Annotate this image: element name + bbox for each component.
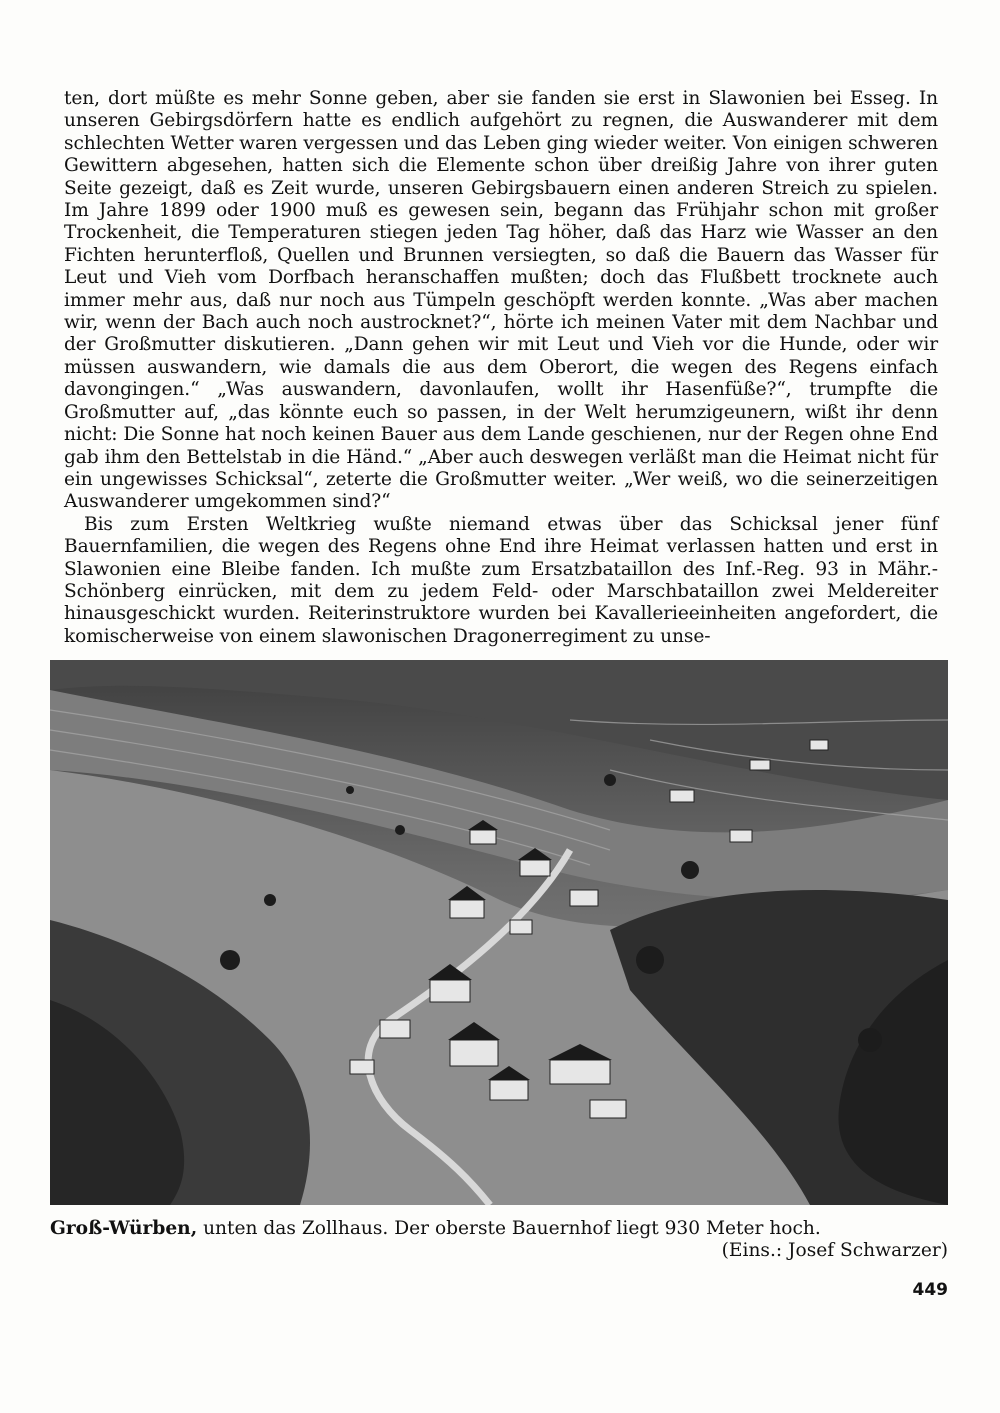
village-photo — [50, 660, 948, 1205]
page-number: 449 — [912, 1280, 948, 1300]
article-text — [64, 88, 938, 648]
caption-text: unten das Zollhaus. Der oberste Bauernhof liegt 930 Meter hoch. — [197, 1218, 821, 1239]
photo-caption — [50, 1218, 948, 1240]
caption-place: Groß-Würben, — [50, 1218, 198, 1239]
paragraph-2: Bis zum Ersten Weltkrieg wußte niemand etwas über das Schicksal jener fünf Bauernfamilien, die wegen des Regens ohne End ihre Heimat verlassen hatten und erst in Slawonien eine Bleibe fanden. Ich mußte zum Ersatzbataillon des Inf.-Reg. 93 in Mähr.-Schönberg einrücken, mit dem zu jedem Feld- oder Marschbataillon zwei Meldereiter hinausgeschickt wurden. Reiterinstruktore wurden bei Kavallerieeinheiten angefordert, die komischerweise von einem slawonischen Dragonerregiment zu unse- — [64, 513, 938, 647]
photo-credit: (Eins.: Josef Schwarzer) — [721, 1240, 948, 1261]
paragraph-1: ten, dort müßte es mehr Sonne geben, aber sie fanden sie erst in Slawonien bei Esseg. In unseren Gebirgsdörfern hatte es endlich aufgehört zu regnen, die Auswanderer mit dem schlechten Wetter waren vergessen und das Leben ging wieder weiter. Von einigen schweren Gewittern abgesehen, hatten sich die Elemente schon über dreißig Jahre von ihrer guten Seite gezeigt, daß es Zeit wurde, unseren Gebirgsbauern einen anderen Streich zu spielen. Im Jahre 1899 oder 1900 muß es gewesen sein, begann das Frühjahr schon mit großer Trockenheit, die Temperaturen stiegen jeden Tag höher, daß das Harz wie Wasser an den Fichten herunterfloß, Quellen und Brunnen versiegten, so daß die Bauern das Wasser für Leut und Vieh vom Dorfbach heranschaffen mußten; doch das Flußbett trocknete auch immer mehr aus, daß nur noch aus Tümpeln geschöpft werden konnte. „Was aber machen wir, wenn der Bach auch noch austrocknet?“, hörte ich meinen Vater mit dem Nachbar und der Großmutter diskutieren. „Dann gehen wir mit Leut und Vieh vor die Hunde, oder wir müssen auswandern, wie damals die aus dem Oberort, die wegen des Regens einfach davongingen.“ „Was auswandern, davonlaufen, wollt ihr Hasenfüße?“, trumpfte die Großmutter auf, „das könnte euch so passen, in der Welt herumzigeunern, wißt ihr denn nicht: Die Sonne hat noch keinen Bauer aus dem Lande geschienen, nur der Regen ohne End gab ihm den Bettelstab in die Händ.“ „Aber auch deswegen verläßt man die Heimat nicht für ein ungewisses Schicksal“, zeterte die Großmutter weiter. „Wer weiß, wo die seinerzeitigen Auswanderer umgekommen sind?“ — [64, 88, 938, 513]
village-photo-illustration — [50, 660, 948, 1205]
